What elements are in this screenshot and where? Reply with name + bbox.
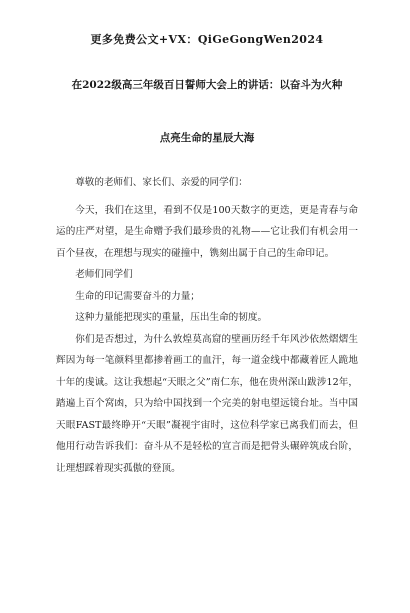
document-page <box>0 33 410 613</box>
paragraph: 这种力量能把现实的重量，压出生命的韧度。 <box>75 312 268 323</box>
paragraph: 生命的印记需要奋斗的力量； <box>75 290 200 302</box>
speech-subtitle: 点亮生命的星辰大海 <box>159 132 255 144</box>
promo-header: 更多免费公文+VX：QiGeGongWen2024 <box>90 33 324 46</box>
paragraph: 老师们同学们 <box>75 269 133 280</box>
speech-body <box>56 172 358 479</box>
paragraph: 你们是否想过，为什么敦煌莫高窟的壁画历经千年风沙依然熠熠生辉因为每一笔颜料里都掺着画工的血汗，每一道金线中都藏着匠人跪地十年的虔诚。这让我想起“天眼之父”南仁东，他在贵州深山跋涉12年，踏遍上百个窝凼，只为给中国找到一个完美的射电望远镜台址。当中国天眼FAST最终睁开“天眼”凝视宇宙时，这位科学家已离我们而去，但他用行动告诉我们：奋斗从不是轻松的宣言而是把骨头碾碎筑成台阶，让理想踩着现实孤傲的登顶。 <box>56 333 358 474</box>
salutation: 尊敬的老师们、家长们、亲爱的同学们： <box>75 177 248 188</box>
speech-title: 在2022级高三年级百日誓师大会上的讲话：以奋斗为火种 <box>71 79 343 91</box>
paragraph: 今天，我们在这里，看到不仅是100天数字的更迭，更是青春与命运的庄严对望，是生命赠予我们最珍贵的礼物——它让我们有机会用一百个昼夜，在理想与现实的碰撞中，镌刻出属于自己的生命印记。 <box>56 204 358 259</box>
